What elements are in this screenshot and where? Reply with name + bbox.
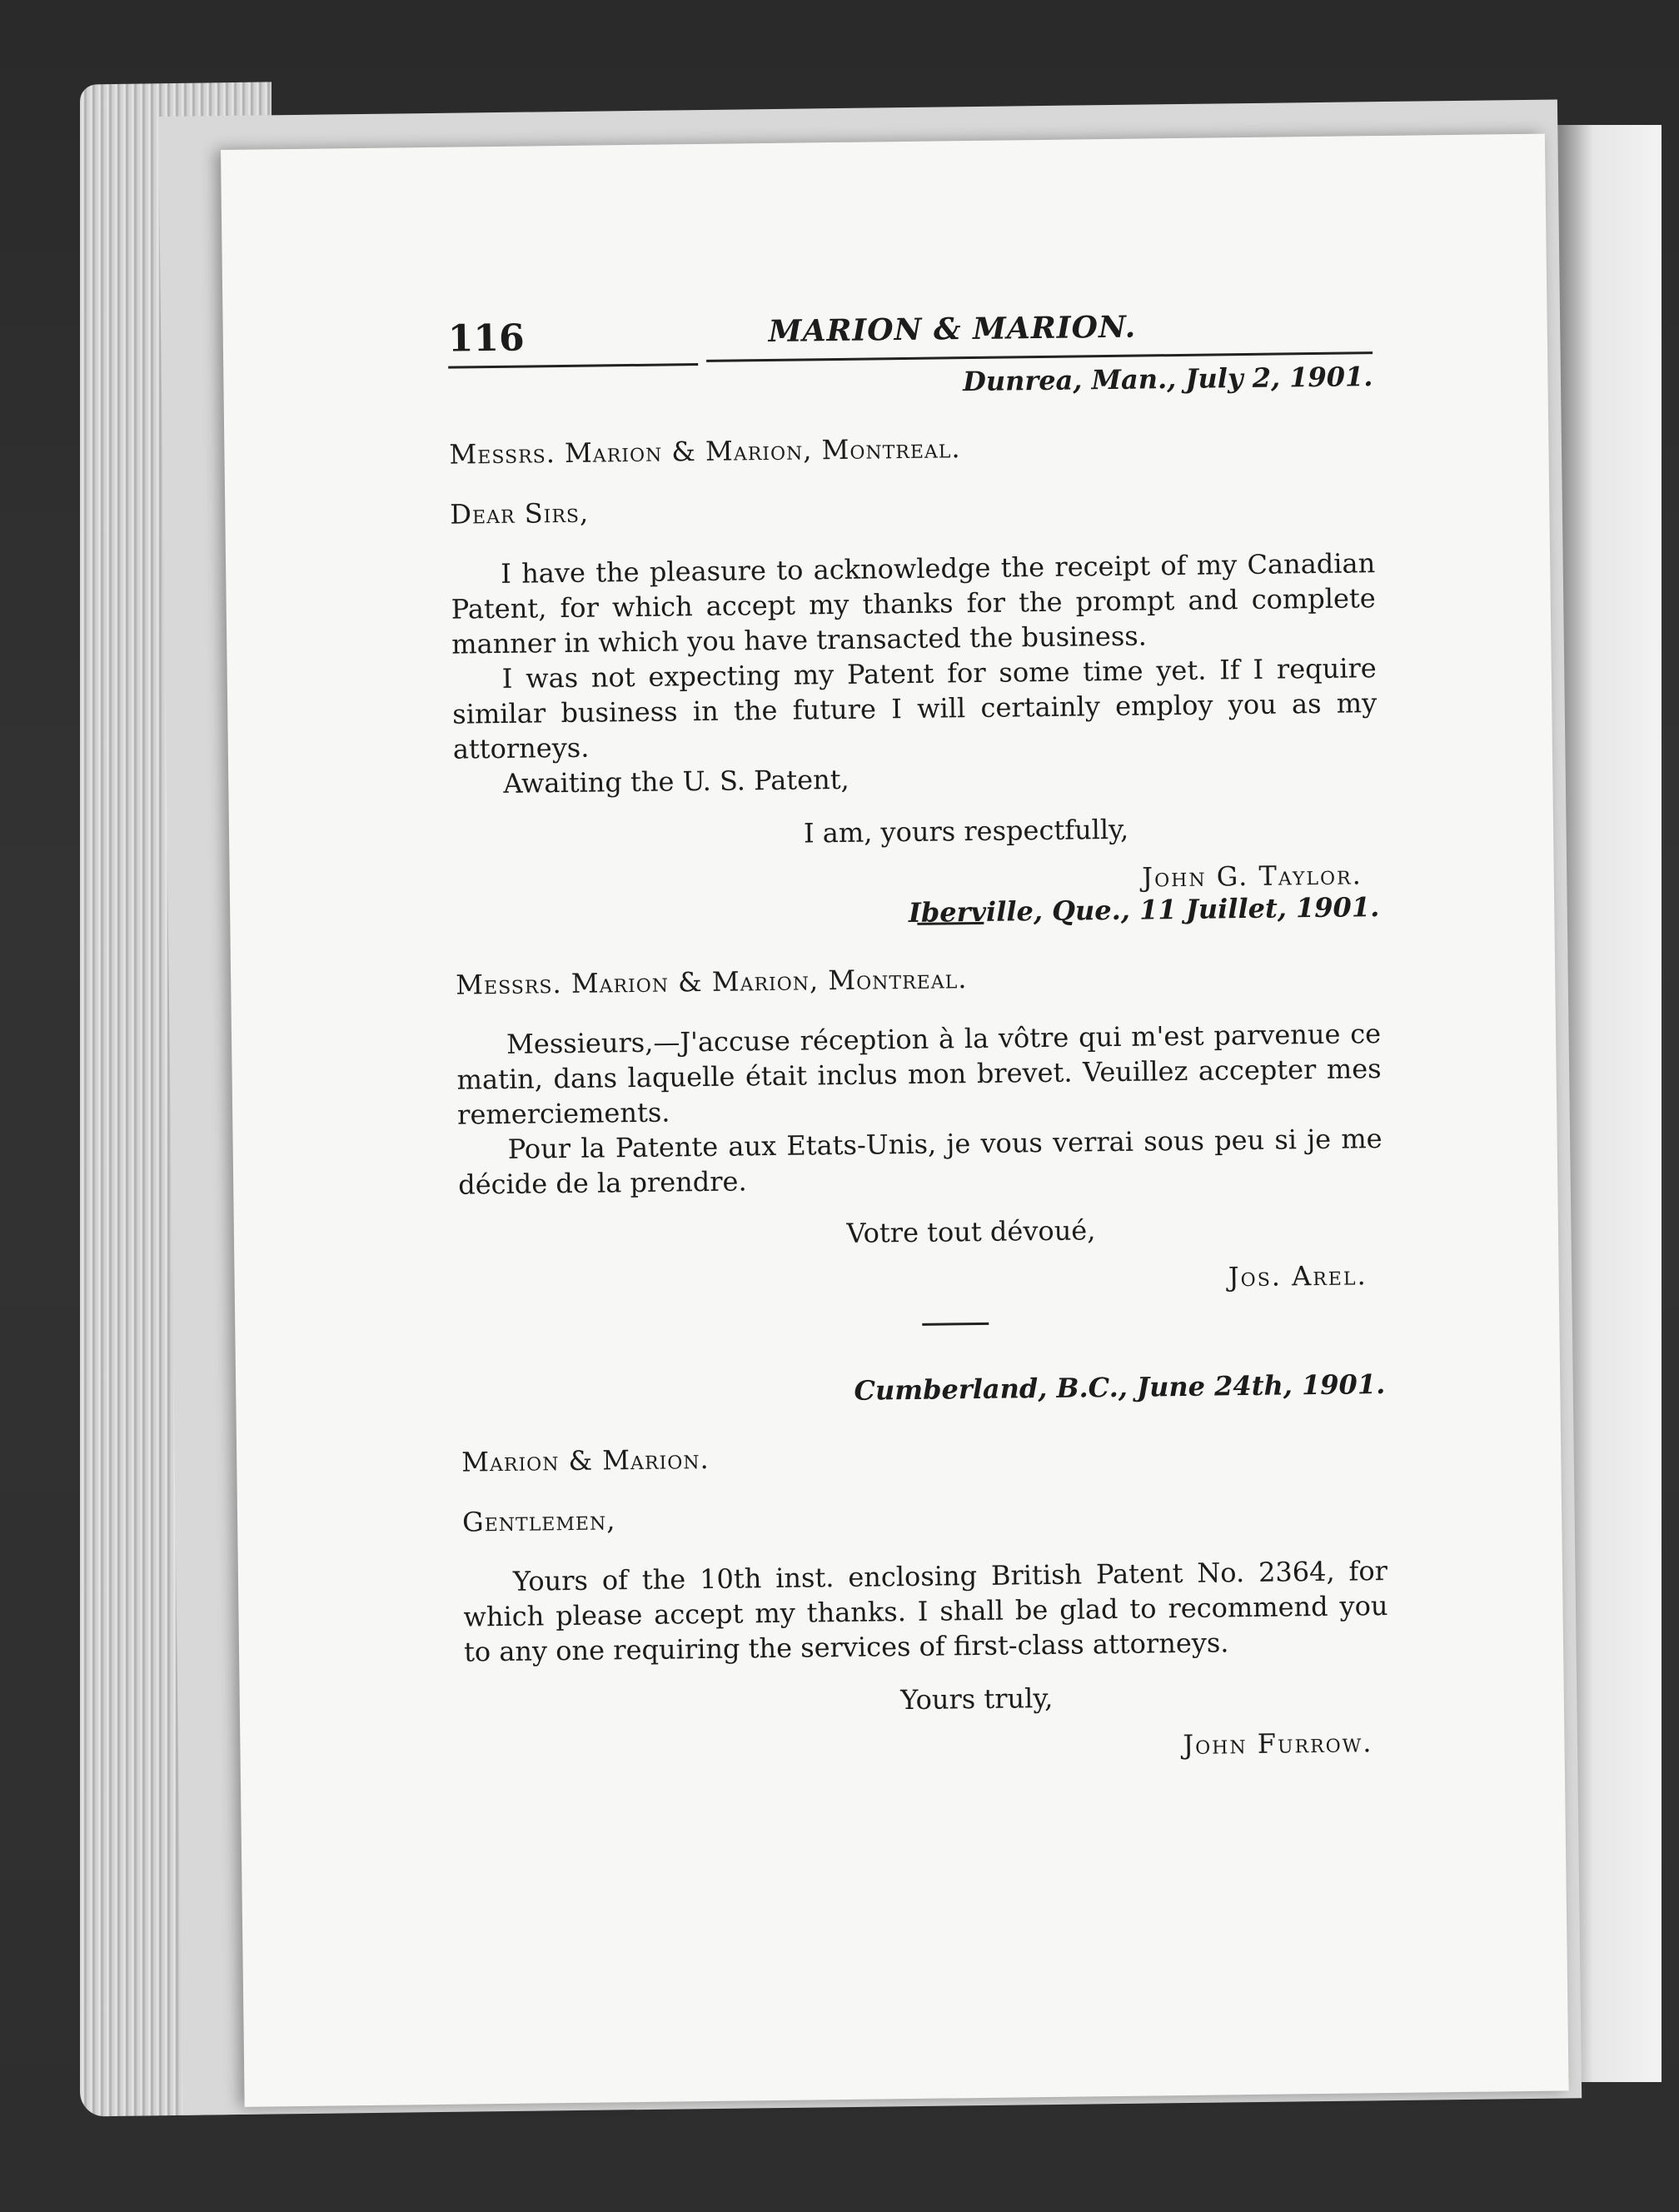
letter-2 bbox=[455, 889, 1384, 1332]
letter-addressee: Messrs. Marion & Marion, Montreal. bbox=[449, 432, 961, 471]
letter-salutation: Dear Sirs, bbox=[450, 496, 590, 531]
letter-signature: Jos. Arel. bbox=[1228, 1259, 1368, 1293]
running-head: MARION & MARION. bbox=[768, 309, 1137, 349]
letter-signature: John Furrow. bbox=[1183, 1726, 1373, 1761]
letter-dateline: Dunrea, Man., July 2, 1901. bbox=[962, 361, 1373, 398]
page-header bbox=[447, 306, 1373, 368]
letter-paragraph: Messieurs,—J'accuse réception à la vôtre qui m'est parvenue ce matin, dans laquelle était inclus mon brevet. Veuillez accepter mes remerciements. bbox=[456, 1018, 1382, 1131]
letter-paragraph: Pour la Patente aux Etats-Unis, je vous verrai sous peu si je me décide de la prendre. bbox=[457, 1123, 1383, 1201]
letter-paragraph: Yours of the 10th inst. enclosing British Patent No. 2364, for which please accept my thanks. I shall be glad to recommend you to any one requiring the services of first-class attorneys. bbox=[463, 1555, 1388, 1668]
letter-paragraph: I have the pleasure to acknowledge the receipt of my Canadian Patent, for which accept my thanks for the prompt and complete manner in which you have transacted the business. bbox=[451, 547, 1376, 660]
letter-dateline: Cumberland, B.C., June 24th, 1901. bbox=[854, 1368, 1386, 1407]
book-page bbox=[221, 134, 1569, 2107]
letter-addressee: Messrs. Marion & Marion, Montreal. bbox=[456, 963, 968, 1001]
letter-dateline: Iberville, Que., 11 Juillet, 1901. bbox=[908, 891, 1380, 929]
letter-paragraph: I was not expecting my Patent for some time yet. If I require similar business in the future I will certainly employ you as my attorneys. bbox=[452, 652, 1378, 765]
letter-paragraph: Awaiting the U. S. Patent, bbox=[503, 763, 849, 800]
letter-closing: Votre tout dévoué, bbox=[846, 1214, 1096, 1249]
letter-signature: John G. Taylor. bbox=[1142, 859, 1363, 894]
letter-closing: I am, yours respectfully, bbox=[803, 813, 1129, 849]
page-number: 116 bbox=[447, 316, 525, 361]
letter-divider bbox=[922, 1323, 989, 1326]
letter-1 bbox=[448, 359, 1379, 931]
letter-closing: Yours truly, bbox=[900, 1681, 1054, 1716]
letter-salutation: Gentlemen, bbox=[461, 1504, 616, 1538]
letter-addressee: Marion & Marion. bbox=[461, 1442, 710, 1478]
letter-3 bbox=[461, 1367, 1390, 1771]
